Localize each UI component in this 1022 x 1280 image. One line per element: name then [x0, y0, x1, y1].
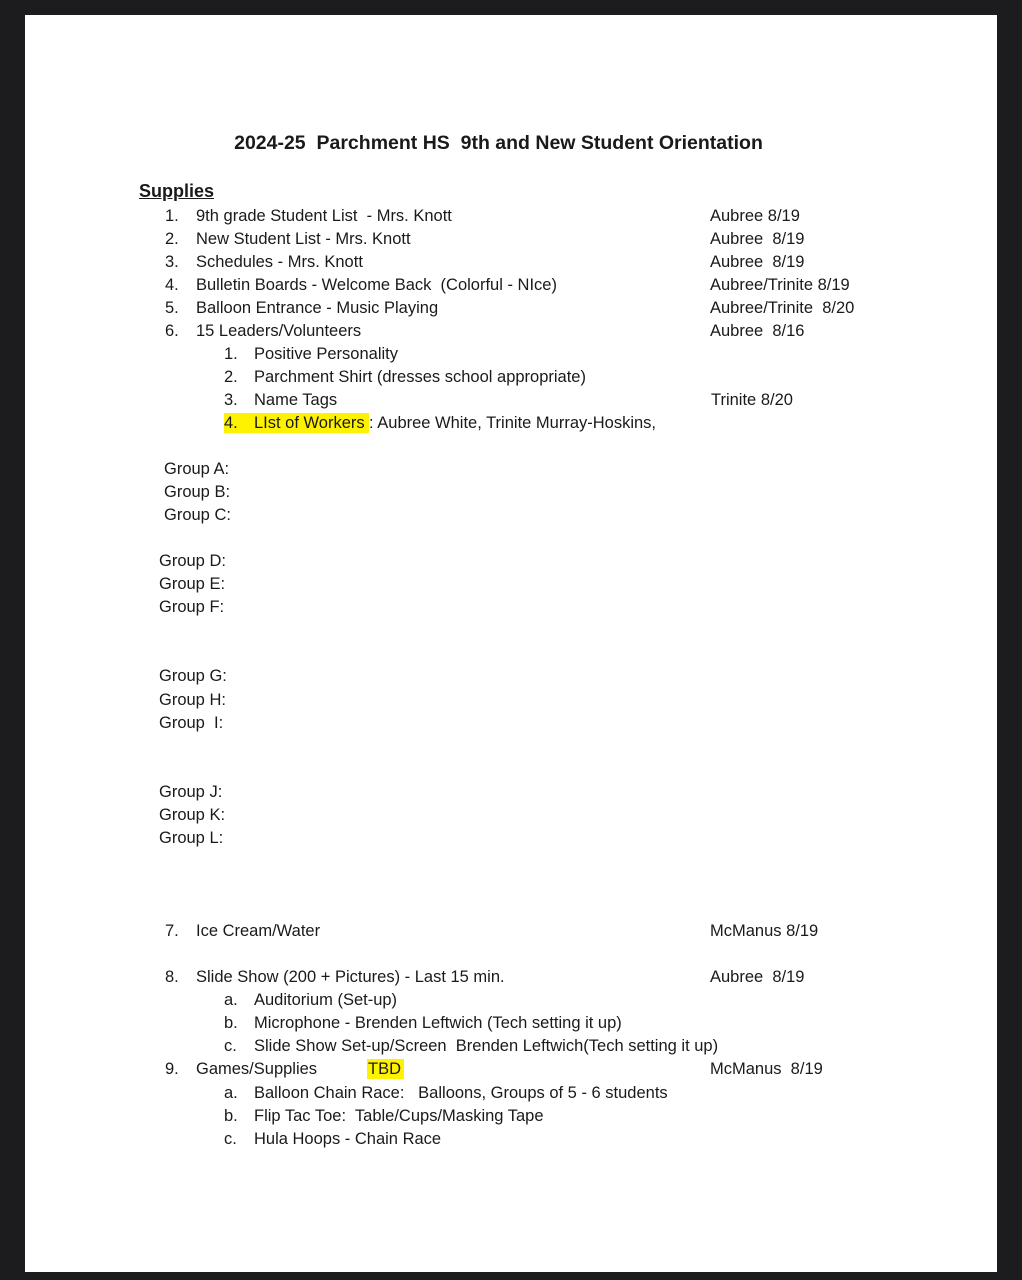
list-item-text: Games/Supplies: [196, 1060, 318, 1078]
list-item-text: 15 Leaders/Volunteers: [196, 322, 362, 340]
group-label: Group A:: [164, 460, 230, 478]
list-item-number: 6.: [165, 322, 179, 340]
sub-item-owner: Trinite 8/20: [711, 391, 793, 409]
list-item-number: 9.: [165, 1060, 179, 1078]
sub-item-text: Name Tags: [254, 391, 338, 409]
list-item-owner: McManus 8/19: [710, 922, 819, 940]
group-label: Group B:: [164, 483, 231, 501]
list-item-text: Slide Show (200 + Pictures) - Last 15 min.: [196, 968, 505, 986]
section-heading-supplies: Supplies: [139, 181, 215, 201]
sub-item-letter: b.: [224, 1014, 238, 1032]
group-label: Group J:: [159, 783, 223, 801]
tbd-tag: TBD: [368, 1060, 401, 1078]
list-of-workers-names: : Aubree White, Trinite Murray-Hoskins,: [369, 414, 657, 432]
sub-item-text: Microphone - Brenden Leftwich (Tech setting it up): [254, 1014, 622, 1032]
list-item-owner: Aubree 8/16: [710, 322, 805, 340]
list-item-number: 8.: [165, 968, 179, 986]
list-item-owner: Aubree 8/19: [710, 230, 805, 248]
list-item-text: Bulletin Boards - Welcome Back (Colorful - NIce): [196, 276, 557, 294]
list-item-owner: Aubree 8/19: [710, 253, 805, 271]
group-label: Group K:: [159, 806, 226, 824]
group-label: Group H:: [159, 691, 226, 709]
list-item-owner: Aubree 8/19: [710, 968, 805, 986]
group-label: Group L:: [159, 829, 224, 847]
sub-item-letter: a.: [224, 991, 238, 1009]
list-item-text: Ice Cream/Water: [196, 922, 321, 940]
group-label: Group F:: [159, 598, 225, 616]
sub-item-number: 1.: [224, 345, 238, 363]
list-item-text: 9th grade Student List - Mrs. Knott: [196, 207, 452, 225]
sub-item-letter: b.: [224, 1107, 238, 1125]
list-item-number: 4.: [165, 276, 179, 294]
list-item-number: 3.: [165, 253, 179, 271]
list-item-owner: McManus 8/19: [710, 1060, 823, 1078]
list-item-number: 2.: [165, 230, 179, 248]
sub-item-text: Flip Tac Toe: Table/Cups/Masking Tape: [254, 1107, 544, 1125]
sub-item-text: Auditorium (Set-up): [254, 991, 398, 1009]
group-label: Group C:: [164, 506, 231, 524]
group-label: Group I:: [159, 714, 224, 732]
list-item-text: New Student List - Mrs. Knott: [196, 230, 411, 248]
list-item-number: 1.: [165, 207, 179, 225]
list-item-owner: Aubree/Trinite 8/19: [710, 276, 850, 294]
list-item-text: Schedules - Mrs. Knott: [196, 253, 363, 271]
sub-item-number: 2.: [224, 368, 238, 386]
sub-item-text: Positive Personality: [254, 345, 398, 363]
sub-item-text: Slide Show Set-up/Screen Brenden Leftwich(Tech setting it up): [254, 1037, 719, 1055]
group-label: Group E:: [159, 575, 226, 593]
document-page: [25, 15, 997, 1272]
group-label: Group D:: [159, 552, 226, 570]
list-item-owner: Aubree 8/19: [710, 207, 800, 225]
list-of-workers-label: LIst of Workers: [254, 414, 365, 432]
sub-item-text: Balloon Chain Race: Balloons, Groups of 5 - 6 students: [254, 1084, 668, 1102]
list-item-number: 5.: [165, 299, 179, 317]
list-item-text: Balloon Entrance - Music Playing: [196, 299, 439, 317]
sub-item-text: Hula Hoops - Chain Race: [254, 1130, 442, 1148]
group-label: Group G:: [159, 667, 227, 685]
sub-item-letter: c.: [224, 1037, 237, 1055]
list-item-owner: Aubree/Trinite 8/20: [710, 299, 855, 317]
sub-item-letter: a.: [224, 1084, 238, 1102]
list-item-number: 7.: [165, 922, 179, 940]
sub-item-text: Parchment Shirt (dresses school appropriate): [254, 368, 586, 386]
sub-item-number: 3.: [224, 391, 238, 409]
sub-item-number: 4.: [224, 414, 238, 432]
document-title: 2024-25 Parchment HS 9th and New Student Orientation: [234, 132, 763, 154]
sub-item-letter: c.: [224, 1130, 237, 1148]
